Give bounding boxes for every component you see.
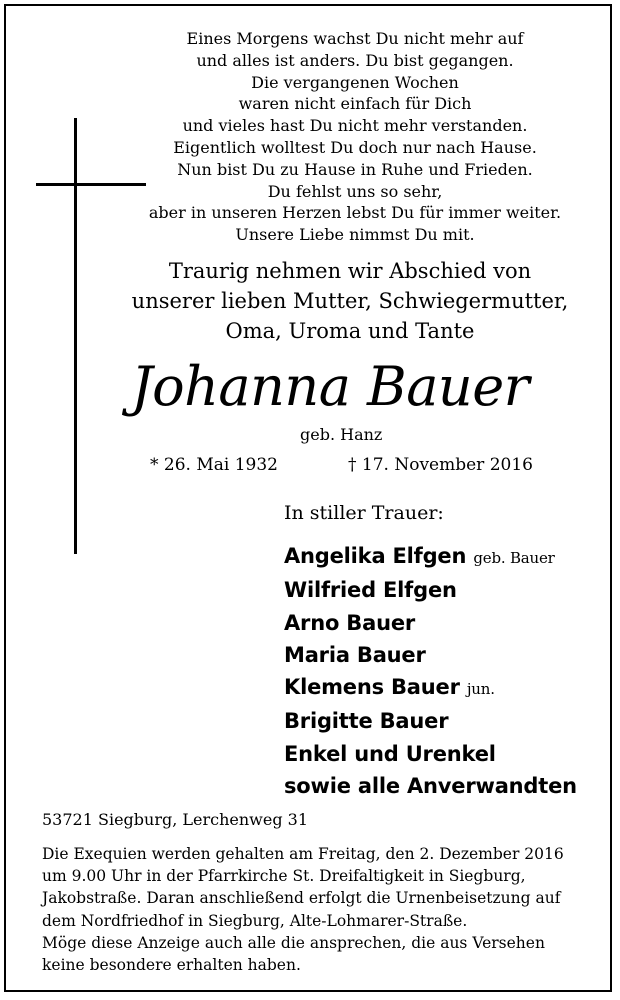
mourner-item (284, 671, 577, 705)
poem (90, 28, 620, 246)
poem-line: Eigentlich wolltest Du doch nur nach Hause. (173, 137, 537, 157)
mourner-item (284, 540, 577, 574)
mourner-item (284, 770, 577, 802)
death-date: † 17. November 2016 (348, 455, 533, 475)
poem-line: Eines Morgens wachst Du nicht mehr auf (186, 29, 524, 48)
poem-line: aber in unseren Herzen lebst Du für immer weiter. (148, 203, 562, 223)
mourner-name: sowie alle Anverwandten (284, 774, 577, 799)
address: 53721 Siegburg, Lerchenweg 31 (42, 810, 309, 829)
mourner-suffix: jun. (466, 680, 495, 699)
mourner-list (284, 540, 577, 802)
birth-date: * 26. Mai 1932 (150, 455, 278, 475)
mourner-name: Arno Bauer (284, 610, 416, 635)
intro-line: Oma, Uroma und Tante (225, 319, 475, 343)
notice-line: Möge diese Anzeige auch alle die ansprechen, die aus Versehen (42, 933, 545, 952)
poem-line: Nun bist Du zu Hause in Ruhe und Frieden. (177, 159, 533, 179)
poem-line: und alles ist anders. Du bist gegangen. (196, 50, 514, 70)
mourner-name: Klemens Bauer (284, 675, 460, 700)
intro-line: unserer lieben Mutter, Schwiegermutter, (131, 289, 569, 313)
mourner-name: Brigitte Bauer (284, 709, 449, 734)
mourner-name: Wilfried Elfgen (284, 578, 457, 603)
mourner-name: Enkel und Urenkel (284, 741, 496, 766)
mourner-item (284, 705, 577, 737)
mourner-name: Maria Bauer (284, 642, 426, 667)
cross-icon-horizontal (36, 183, 146, 186)
notice-line: keine besondere erhalten haben. (42, 956, 301, 975)
poem-line: Die vergangenen Wochen (251, 72, 459, 92)
deceased-name: Johanna Bauer (131, 355, 529, 418)
mourning-label: In stiller Trauer: (284, 502, 444, 524)
notice-line: Jakobstraße. Daran anschließend erfolgt die Urnenbeisetzung auf (42, 889, 561, 908)
intro-line: Traurig nehmen wir Abschied von (168, 259, 532, 283)
mourner-item (284, 607, 577, 639)
poem-line: und vieles hast Du nicht mehr verstanden. (182, 116, 528, 136)
notice-line: dem Nordfriedhof in Siegburg, Alte-Lohmarer-Straße. (42, 911, 468, 930)
mourner-name: Angelika Elfgen (284, 544, 467, 568)
birth-name: geb. Hanz (300, 425, 383, 444)
notice-line: um 9.00 Uhr in der Pfarrkirche St. Dreifaltigkeit in Siegburg, (42, 867, 526, 886)
mourner-suffix: geb. Bauer (473, 549, 555, 567)
mourner-item (284, 738, 577, 770)
poem-line: Du fehlst uns so sehr, (267, 181, 443, 201)
intro-text (0, 256, 620, 346)
mourner-item (284, 639, 577, 671)
mourner-item (284, 574, 577, 606)
notice-line: Die Exequien werden gehalten am Freitag, den 2. Dezember 2016 (42, 845, 564, 863)
funeral-notice (42, 843, 564, 976)
poem-line: Unsere Liebe nimmst Du mit. (235, 225, 475, 245)
poem-line: waren nicht einfach für Dich (238, 94, 472, 114)
